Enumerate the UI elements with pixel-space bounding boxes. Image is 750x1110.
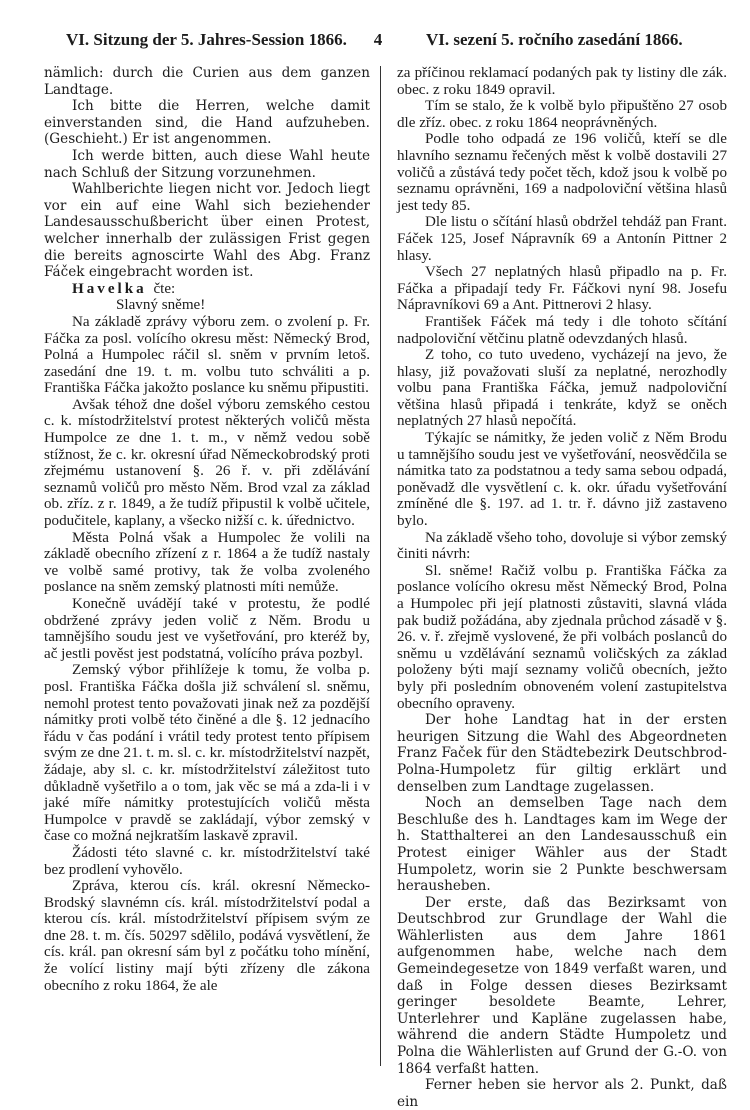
paragraph: František Fáček má tedy i dle tohoto sčítání nadpoloviční větčinu platně odevzdaných hlasů. [397,313,727,347]
page-number: 4 [373,30,383,49]
paragraph: nämlich: durch die Curien aus dem ganzen Landtage. [44,65,370,98]
paragraph: Ferner heben sie hervor als 2. Punkt, daß ein [397,1077,727,1110]
paragraph: Všech 27 neplatných hlasů připadlo na p. Fr. Fáčka a připadají tedy Fr. Fáčkovi nyní 98. Josefu Nápravníkovi 69 a Ant. Pittnerovi 2 hlasy. [397,264,727,314]
paragraph: Ich bitte die Herren, welche damit einverstanden sind, die Hand aufzuheben. (Geschieht.) Er ist angenommen. [44,98,370,148]
paragraph: Z toho, co tuto uvedeno, vycházejí na jevo, že hlasy, již považovati sluší za neplatné, nerozhodly volbu pana Františka Fáčka, jemuž nadpoloviční většina hlasů připadá i tenkráte, když se oněch neplatných 27 hlasů nepočítá. [397,347,727,430]
paragraph: Avšak téhož dne došel výboru zemského cestou c. k. místodržitelství protest některých voličů města Humpolce ze dne 1. t. m., v němž vedou sobě stížnost, že c. kr. okresní úřad Německobrodský proti zřejmému ustanovení §. 26 ř. v. při zdělávání seznamů voličů pro město Něm. Brod vzal za základ ob. zříz. z r. 1849, a že tudíž připustil k volbě učitele, podučitele, kaplany, a všecko nižší c. k. úřednictvo. [44,396,370,530]
left-column [44,65,370,994]
paragraph: Noch an demselben Tage nach dem Beschluße des h. Landtages kam im Wege der h. Statthalterei an den Landesausschuß ein Protest einiger Wähler aus der Stadt Humpoletz, worin sie 2 Punkte beschwersam herausheben. [397,795,727,895]
paragraph: Podle toho odpadá ze 196 voličů, kteří se dle hlavního seznamu řečených měst k volbě dostavili 27 voličů a zůstává tedy počet těch, kdož jsou k volbě po seznamu oprávněni, 169 a nadpoloviční většina hlasů jest tedy 85. [397,131,727,214]
paragraph: Sl. sněme! Račiž volbu p. Františka Fáčka za poslance volícího okresu měst Německý Brod, Polna a Humpolec při její platnosti zůstaviti, slavná vláda pak budiž požádána, aby zjednala průchod zásadě v §. 26. v. ř. zřejmě vyslovené, že při volbách poslanců do sněmu u vzdělávání seznamů voličských za základ položeny býti mají seznamy voličů obecních, ježto byly při posledním obnoveném volení zastupitelstva obecního opraveny. [397,562,727,712]
paragraph: Ich werde bitten, auch diese Wahl heute nach Schluß der Sitzung vorzunehmen. [44,147,370,181]
paragraph: Týkajíc se námitky, že jeden volič z Něm Brodu u tamnějšího soudu jest ve vyšetřování, neosvědčila se námitka tato za podstatnou a tedy sama sebou odpadá, poněvadž dle vysvětlení c. k. okr. úřadu vyšetřování zmíněné dle §. 197. ad 1. tr. ř. dávno již zastaveno bylo. [397,430,727,530]
page-header [0,30,750,54]
paragraph: Tím se stalo, že k volbě bylo připuštěno 27 osob dle zříz. obec. z roku 1864 neoprávněných. [397,98,727,131]
paragraph: Žádosti této slavné c. kr. místodržitelství také bez prodlení vyhovělo. [44,844,370,878]
paragraph: Der erste, daß das Bezirksamt von Deutschbrod zur Grundlage der Wahl die Wählerlisten aus dem Jahre 1861 aufgenommen habe, welche nach dem Gemeindegesetze von 1849 verfaßt waren, und daß in Folge dessen dieses Bezirksamt geringer besoldete Beamte, Lehrer, Unterlehrer und Kapläne zugelassen habe, während die andern Städte Humpoletz und Polna die Wählerlisten auf Grund der G.-O. von 1864 verfaßt hatten. [397,894,727,1077]
paragraph: Na základě zprávy výboru zem. o zvolení p. Fr. Fáčka za posl. volícího okresu měst: Německý Brod, Polná a Humpolec ráčil sl. sněm v prvním letoš. zasedání dne 19. t. m. volbu tuto schváliti a p. Františka Fáčka jakožto poslance ku sněmu připustiti. [44,313,370,397]
column-divider [380,66,381,1066]
paragraph: Na základě všeho toho, dovoluje si výbor zemský činiti návrh: [397,529,727,563]
salutation: Slavný sněme! [116,297,206,314]
paragraph: Wahlberichte liegen nicht vor. Jedoch liegt vor ein auf eine Wahl sich beziehender Landesausschußbericht über einen Protest, welcher innerhalb der zulässigen Frist gegen die bereits agnoscirte Wahl des Abg. Franz Fáček eingebracht worden ist. [44,181,370,281]
paragraph: Města Polná však a Humpolec že volili na základě obecního zřízení z r. 1864 a že tudíž nastaly ve volbě samé protivy, tak že volba zvoleného poslance na sněm zemský platnosti míti nemůže. [44,529,370,596]
paragraph: Der hohe Landtag hat in der ersten heurigen Sitzung die Wahl des Abgeordneten Franz Faček für den Städtebezirk Deutschbrod-Polna-Humpoletz für giltig erklärt und denselben zum Landtage zugelassen. [397,712,727,795]
right-column [397,65,727,1110]
speaker-name: Havelka [72,280,147,297]
speaker-line [44,281,370,298]
paragraph: Dle listu o sčítání hlasů obdržel tehdáž pan Frant. Fáček 125, Josef Nápravník 69 a Antonín Pittner 2 hlasy. [397,214,727,264]
speaker-action: čte: [153,280,176,297]
paragraph: Zemský výbor přihlížeje k tomu, že volba p. posl. Františka Fáčka došla již schválení sl. sněmu, nemohl protest tento považovati jinak než za pozdější námitky proti volbě této činěné a dle §. 12 jednacího řádu v čas podání i vrátil tedy protest tento přípisem svým ze dne 21. t. m. sl. c. kr. místodržitelství nazpět, žádaje, aby sl. c. kr. místodržitelství záležitost tuto důkladně vyšetřilo a o tom, jak věc se má a zda-li i v jaké míře námitky protestujících voličů města Humpolce v pravdě se zakládají, výbor zemský v čase co možná nejkratším laskavě zpravil. [44,662,370,845]
paragraph: Konečně uvádějí také v protestu, že podlé obdržené zprávy jeden volič z Něm. Brodu u tamnějšího soudu jest ve vyšetřování, pro kteréž by, ač jestli pověst jest podstatná, volícího práva pozbyl. [44,596,370,662]
paragraph: Zpráva, kterou cís. král. okresní Německo-Brodský slavnémn cís. král. místodržitelství podal a kterou cís. král. místodržitelství přípisem svým ze dne 28. t. m. čís. 50297 sdělilo, podává vysvětlení, že cís. král. pan okresní sám byl z počátku toho mínění, že volící listiny mají býti zřízeny dle zákona obecního z roku 1864, že ale [44,878,370,994]
header-czech-title: VI. sezení 5. ročního zasedání 1866. [426,30,683,49]
header-german-title: VI. Sitzung der 5. Jahres-Session 1866. [66,30,347,49]
paragraph: za příčinou reklamací podaných pak ty listiny dle zák. obec. z roku 1849 opravil. [397,65,727,98]
